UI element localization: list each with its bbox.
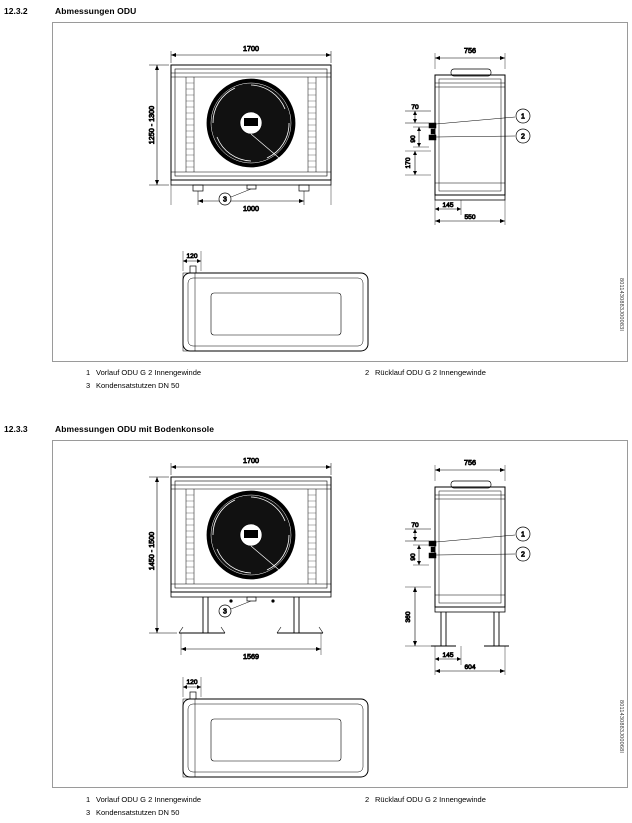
section-number-2: 12.3.3	[4, 424, 28, 434]
svg-text:145: 145	[442, 652, 454, 659]
svg-text:2: 2	[521, 551, 525, 559]
legend-1-number-3: 3	[86, 381, 91, 390]
figure-1-side-code: 8011430883J00083I	[618, 278, 624, 332]
figure-2-drawing	[53, 441, 627, 787]
legend-2-text-1: Vorlauf ODU G 2 Innengewinde	[96, 795, 202, 804]
section-number-1: 12.3.2	[4, 6, 28, 16]
svg-text:604: 604	[464, 664, 476, 671]
legend-1-text-1: Vorlauf ODU G 2 Innengewinde	[96, 368, 202, 377]
legend-2-number-2: 2	[365, 795, 370, 804]
svg-text:1000: 1000	[243, 204, 259, 213]
figure-2-side-code: 8011430883J00068I	[618, 700, 624, 754]
svg-text:170: 170	[405, 157, 412, 169]
legend-1-text-3: Kondensatstutzen DN 50	[96, 381, 180, 390]
figure-1-drawing	[53, 23, 627, 361]
legend-1-item-3	[86, 381, 179, 390]
svg-text:90: 90	[410, 553, 417, 561]
section-title-1: Abmessungen ODU	[55, 6, 137, 16]
legend-2-number-3: 3	[86, 808, 91, 817]
figure-odu-dimensions	[52, 22, 628, 362]
svg-text:70: 70	[411, 522, 419, 529]
svg-text:360: 360	[405, 611, 412, 623]
svg-text:90: 90	[410, 135, 417, 143]
legend-1-text-2: Rücklauf ODU G 2 Innengewinde	[375, 368, 486, 377]
legend-2-item-1	[86, 795, 201, 804]
legend-2-number-1: 1	[86, 795, 91, 804]
section-title-2: Abmessungen ODU mit Bodenkonsole	[55, 424, 215, 434]
svg-text:756: 756	[464, 458, 476, 467]
svg-text:1: 1	[521, 531, 525, 539]
svg-text:1569: 1569	[243, 652, 259, 661]
svg-text:145: 145	[442, 202, 454, 209]
legend-2-text-2: Rücklauf ODU G 2 Innengewinde	[375, 795, 486, 804]
svg-text:3: 3	[223, 608, 227, 616]
legend-1-item-1	[86, 368, 201, 377]
legend-1-number-2: 2	[365, 368, 370, 377]
svg-text:120: 120	[186, 679, 198, 686]
legend-1-item-2	[365, 368, 486, 377]
legend-1-number-1: 1	[86, 368, 91, 377]
figure-odu-with-base-console-dimensions	[52, 440, 628, 788]
svg-text:1700: 1700	[243, 456, 259, 465]
svg-text:756: 756	[464, 46, 476, 55]
svg-text:120: 120	[186, 253, 198, 260]
svg-text:550: 550	[464, 214, 476, 221]
svg-text:2: 2	[521, 133, 525, 141]
svg-text:1250 - 1300: 1250 - 1300	[147, 105, 156, 145]
svg-text:70: 70	[411, 104, 419, 111]
svg-text:1450 - 1500: 1450 - 1500	[147, 531, 156, 571]
svg-text:1: 1	[521, 113, 525, 121]
legend-2-text-3: Kondensatstutzen DN 50	[96, 808, 180, 817]
svg-text:1700: 1700	[243, 44, 259, 53]
legend-2-item-3	[86, 808, 179, 817]
svg-text:3: 3	[223, 196, 227, 204]
legend-2-item-2	[365, 795, 486, 804]
